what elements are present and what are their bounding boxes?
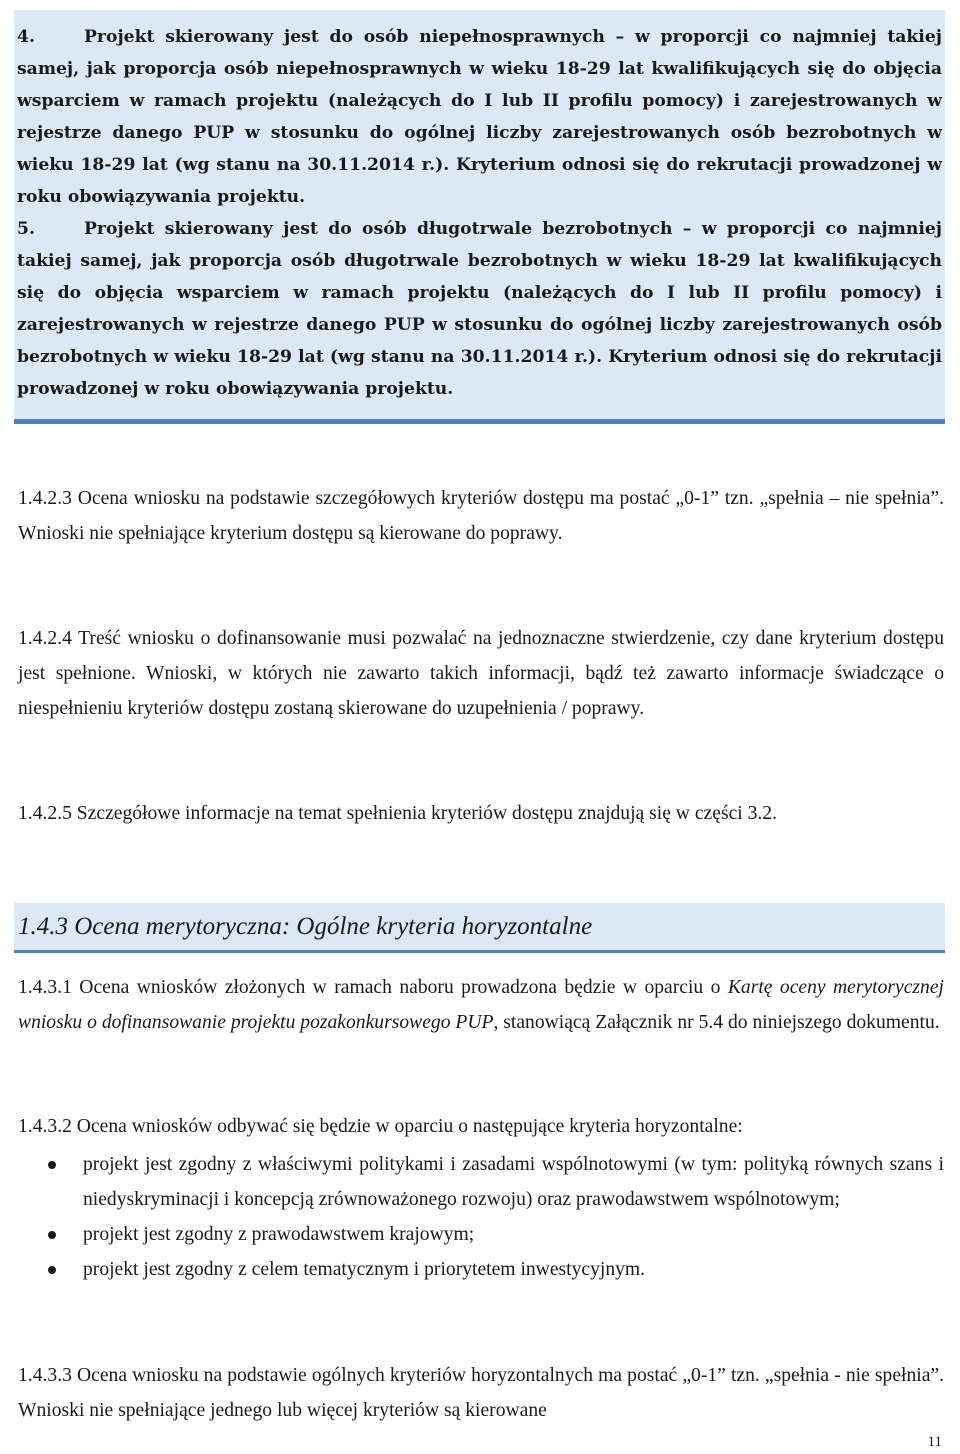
criterion-5 xyxy=(17,213,942,405)
list-item xyxy=(18,1252,944,1287)
criterion-5-text: Projekt skierowany jest do osób długotrwale bezrobotnych – w proporcji co najmniej takiej samej, jak proporcja osób długotrwale bezrobotnych w wieku 18-29 lat kwalifikujących się do objęcia wsparciem w ramach projektu (należących do I lub II profilu pomocy) i zarejestrowanych w rejestrze danego PUP w stosunku do ogólnej liczby zarejestrowanych osób bezrobotnych w wieku 18-29 lat (wg stanu na 30.11.2014 r.). Kryterium odnosi się do rekrutacji prowadzonej w roku obowiązywania projektu. xyxy=(17,219,942,399)
paragraph-1-4-2-3: 1.4.2.3 Ocena wniosku na podstawie szczegółowych kryteriów dostępu ma postać „0-1” tzn. „spełnia – nie spełnia”. Wnioski nie spełniające kryterium dostępu są kierowane do poprawy. xyxy=(18,488,944,544)
paragraph-1-4-2-5: 1.4.2.5 Szczegółowe informacje na temat spełnienia kryteriów dostępu znajdują się w części 3.2. xyxy=(18,803,777,824)
paragraph-1-4-3-2: 1.4.3.2 Ocena wniosków odbywać się będzie w oparciu o następujące kryteria horyzontalne: xyxy=(18,1116,743,1137)
paragraph-1-4-3-1-start: 1.4.3.1 Ocena wniosków złożonych w ramach naboru prowadzona będzie w oparciu o xyxy=(18,977,728,998)
section-heading: 1.4.3 Ocena merytoryczna: Ogólne kryteria horyzontalne xyxy=(14,903,945,953)
list-item xyxy=(18,1217,944,1252)
criteria-list xyxy=(18,1147,944,1287)
criterion-4-text: Projekt skierowany jest do osób niepełnosprawnych – w proporcji co najmniej takiej samej, jak proporcja osób niepełnosprawnych w wieku 18-29 lat kwalifikujących się do objęcia wsparciem w ramach projektu (należących do I lub II profilu pomocy) i zarejestrowanych w rejestrze danego PUP w stosunku do ogólnej liczby zarejestrowanych osób bezrobotnych w wieku 18-29 lat (wg stanu na 30.11.2014 r.). Kryterium odnosi się do rekrutacji prowadzonej w roku obowiązywania projektu. xyxy=(17,27,942,207)
list-item-text: projekt jest zgodny z prawodawstwem krajowym; xyxy=(83,1224,475,1245)
list-item-text: projekt jest zgodny z celem tematycznym i priorytetem inwestycyjnym. xyxy=(83,1259,646,1280)
bullet-icon xyxy=(48,1266,56,1274)
form-name: Kartę oceny merytorycznej wniosku o dofinansowanie projektu pozakonkursowego PUP xyxy=(18,977,944,1033)
list-item-text: projekt jest zgodny z właściwymi politykami i zasadami wspólnotowymi (w tym: polityką równych szans i niedyskryminacji i koncepcją zrównoważonego rozwoju) oraz prawodawstwem wspólnotowym; xyxy=(83,1154,944,1210)
paragraph-1-4-3-1 xyxy=(18,970,944,1040)
criterion-4-number: 4. xyxy=(17,27,35,47)
paragraph-1-4-3-3: 1.4.3.3 Ocena wniosku na podstawie ogólnych kryteriów horyzontalnych ma postać „0-1” tzn. „spełnia - nie spełnia”. Wnioski nie spełniające jednego lub więcej kryteriów są kierowane xyxy=(18,1365,944,1421)
bullet-icon xyxy=(48,1231,56,1239)
criteria-box xyxy=(14,10,945,424)
paragraph-1-4-3-1-end: , stanowiącą Załącznik nr 5.4 do niniejszego dokumentu. xyxy=(493,1012,940,1033)
criterion-4 xyxy=(17,21,942,213)
list-item xyxy=(18,1147,944,1217)
criterion-5-number: 5. xyxy=(17,219,35,239)
page-number: 11 xyxy=(927,1434,942,1450)
paragraph-1-4-2-4: 1.4.2.4 Treść wniosku o dofinansowanie musi pozwalać na jednoznaczne stwierdzenie, czy dane kryterium dostępu jest spełnione. Wnioski, w których nie zawarto takich informacji, bądź też zawarto informacje świadczące o niespełnieniu kryteriów dostępu zostaną skierowane do uzupełnienia / poprawy. xyxy=(18,628,944,719)
bullet-icon xyxy=(48,1161,56,1169)
